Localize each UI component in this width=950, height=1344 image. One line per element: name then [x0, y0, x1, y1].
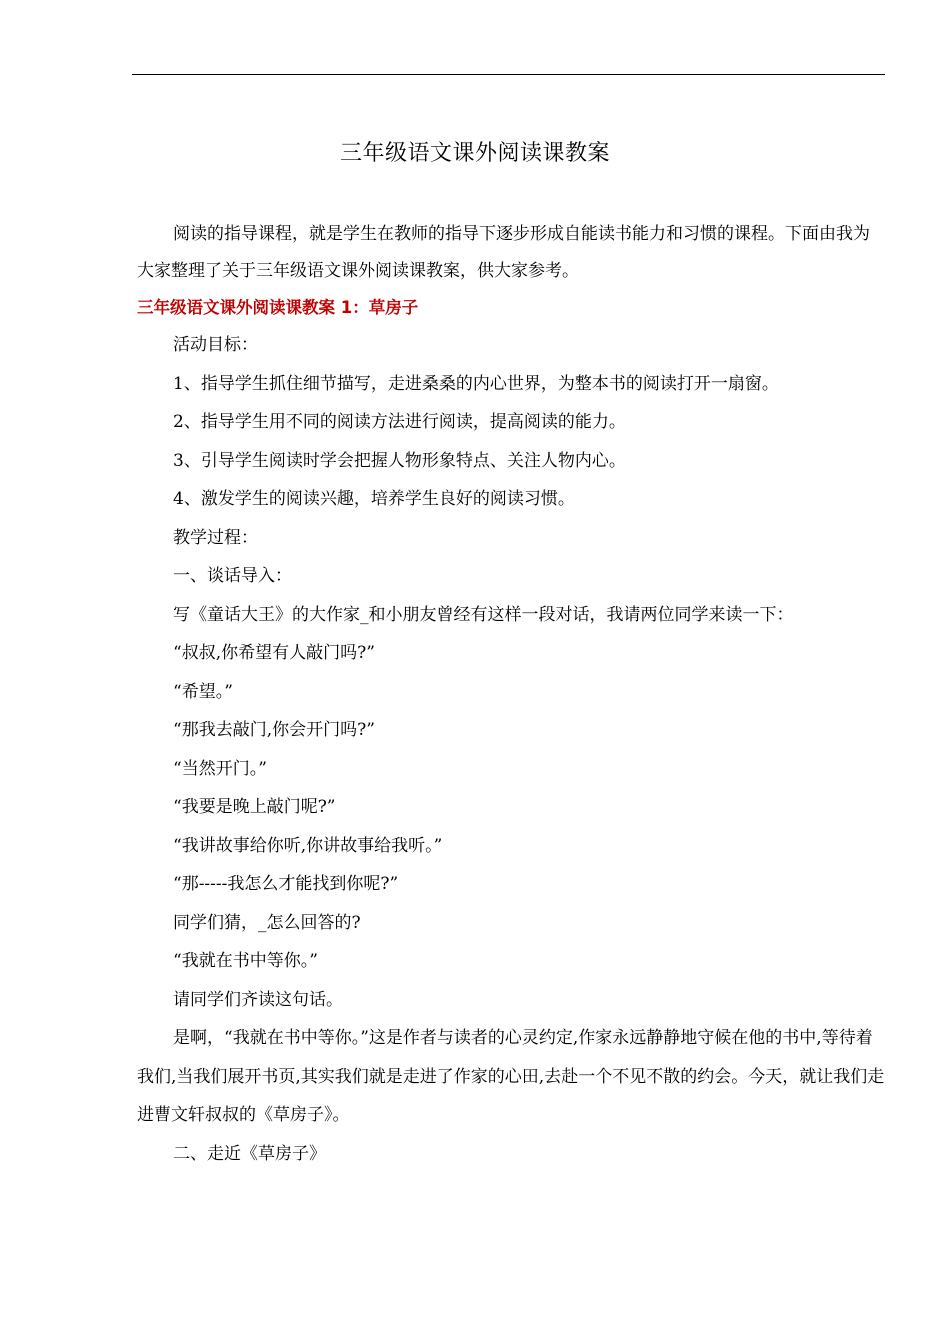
document-body — [137, 216, 885, 1173]
paragraph-goal-2: 2、指导学生用不同的阅读方法进行阅读，提高阅读的能力。 — [173, 412, 626, 432]
dialogue-line: “我就在书中等你。” — [173, 951, 318, 971]
paragraph-guess: 同学们猜，_怎么回答的? — [173, 912, 361, 933]
paragraph-activity-goals: 活动目标： — [173, 335, 258, 355]
paragraph-reflection: 是啊，“我就在书中等你。”这是作者与读者的心灵约定,作家永远静静地守候在他的书中,等待着我们,当我们展开书页,其实我们就是走进了作家的心田,去赴一个不见不散的约会。今天，就让我们走进曹文轩叔叔的《草房子》。 — [137, 1028, 885, 1125]
header-rule — [132, 74, 885, 75]
dialogue-line: “我要是晚上敲门呢?” — [173, 797, 336, 817]
paragraph-step-1: 一、谈话导入： — [173, 566, 292, 586]
section-heading: 三年级语文课外阅读课教案 1：草房子 — [137, 298, 419, 317]
paragraph-goal-4: 4、激发学生的阅读兴趣，培养学生良好的阅读习惯。 — [173, 489, 575, 509]
paragraph-goal-1: 1、指导学生抓住细节描写，走进桑桑的内心世界，为整本书的阅读打开一扇窗。 — [173, 373, 779, 394]
paragraph-step-2: 二、走近《草房子》 — [173, 1143, 326, 1164]
dialogue-line: “当然开门。” — [173, 758, 267, 779]
dialogue-line: “那-----我怎么才能找到你呢?” — [173, 874, 399, 894]
paragraph-teaching-process: 教学过程： — [173, 527, 258, 548]
paragraph-dialogue-intro: 写《童话大王》的大作家_和小朋友曾经有这样一段对话，我请两位同学来读一下： — [173, 604, 794, 625]
paragraph-goal-3: 3、引导学生阅读时学会把握人物形象特点、关注人物内心。 — [173, 450, 626, 471]
dialogue-line: “叔叔,你希望有人敲门吗?” — [173, 643, 375, 663]
intro-paragraph: 阅读的指导课程，就是学生在教师的指导下逐步形成自能读书能力和习惯的课程。下面由我为大家整理了关于三年级语文课外阅读课教案，供大家参考。 — [137, 224, 870, 281]
dialogue-line: “我讲故事给你听,你讲故事给我听。” — [173, 835, 443, 856]
dialogue-line: “那我去敲门,你会开门吗?” — [173, 720, 375, 740]
document-title: 三年级语文课外阅读课教案 — [339, 141, 610, 166]
dialogue-line: “希望。” — [173, 681, 233, 702]
paragraph-read-aloud: 请同学们齐读这句话。 — [173, 989, 343, 1010]
